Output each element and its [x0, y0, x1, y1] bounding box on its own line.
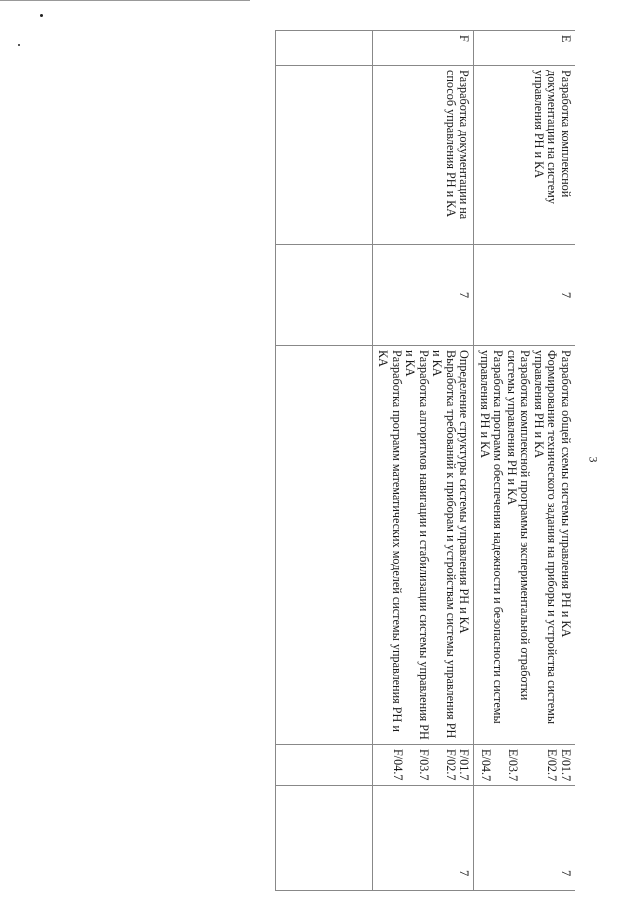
function-name: Разработка алгоритмов навигации и стабилизации системы управления РН и КА	[403, 350, 431, 740]
function-name: Разработка программ обеспечения надежности и безопасности системы управления РН и КА	[478, 350, 506, 724]
function-code: E/03.7	[506, 749, 520, 782]
function-name: Разработка общей схемы системы управления РН и КА	[559, 350, 573, 638]
gtf-name: Разработка комплексной документации на систему управления РН и КА	[474, 66, 575, 245]
gtf-name: Разработка документации на способ управления РН и КА	[373, 66, 475, 245]
table-row-empty	[276, 31, 373, 891]
functions-table	[275, 30, 575, 891]
empty-cell	[276, 745, 373, 786]
empty-cell	[276, 245, 373, 346]
function-name: Определение структуры системы управления РН и КА	[457, 350, 472, 634]
page-number: 3	[586, 456, 601, 463]
function-code: F/01.7	[457, 749, 472, 781]
function-code: E/02.7	[545, 749, 560, 782]
empty-cell	[276, 346, 373, 745]
function-code: E/01.7	[559, 749, 573, 782]
function-level: 7	[373, 786, 475, 891]
function-list	[373, 346, 475, 745]
gtf-level: 7	[373, 245, 475, 346]
function-level: 7	[474, 786, 575, 891]
function-code: F/04.7	[391, 749, 405, 781]
function-code: F/03.7	[417, 749, 432, 781]
function-name: Разработка программ математических моделей системы управления РН и КА	[376, 350, 404, 732]
empty-cell	[276, 31, 373, 66]
table-row	[474, 31, 575, 891]
function-code: F/02.7	[444, 749, 458, 781]
function-name: Формирование технического задания на приборы и устройства системы управления РН и КА	[532, 350, 560, 725]
function-code-list	[474, 745, 575, 786]
function-list	[474, 346, 575, 745]
gtf-level: 7	[474, 245, 575, 346]
table-row	[373, 31, 475, 891]
function-name: Выработка требований к приборам и устройствам системы управления РН и КА	[430, 350, 458, 739]
gtf-code: F	[373, 31, 475, 66]
function-code: E/04.7	[479, 749, 494, 782]
empty-cell	[276, 786, 373, 891]
function-code-list	[373, 745, 475, 786]
empty-cell	[276, 66, 373, 245]
function-name: Разработка комплексной программы экспериментальной отработки системы управления РН и КА	[505, 350, 533, 701]
gtf-code: E	[474, 31, 575, 66]
